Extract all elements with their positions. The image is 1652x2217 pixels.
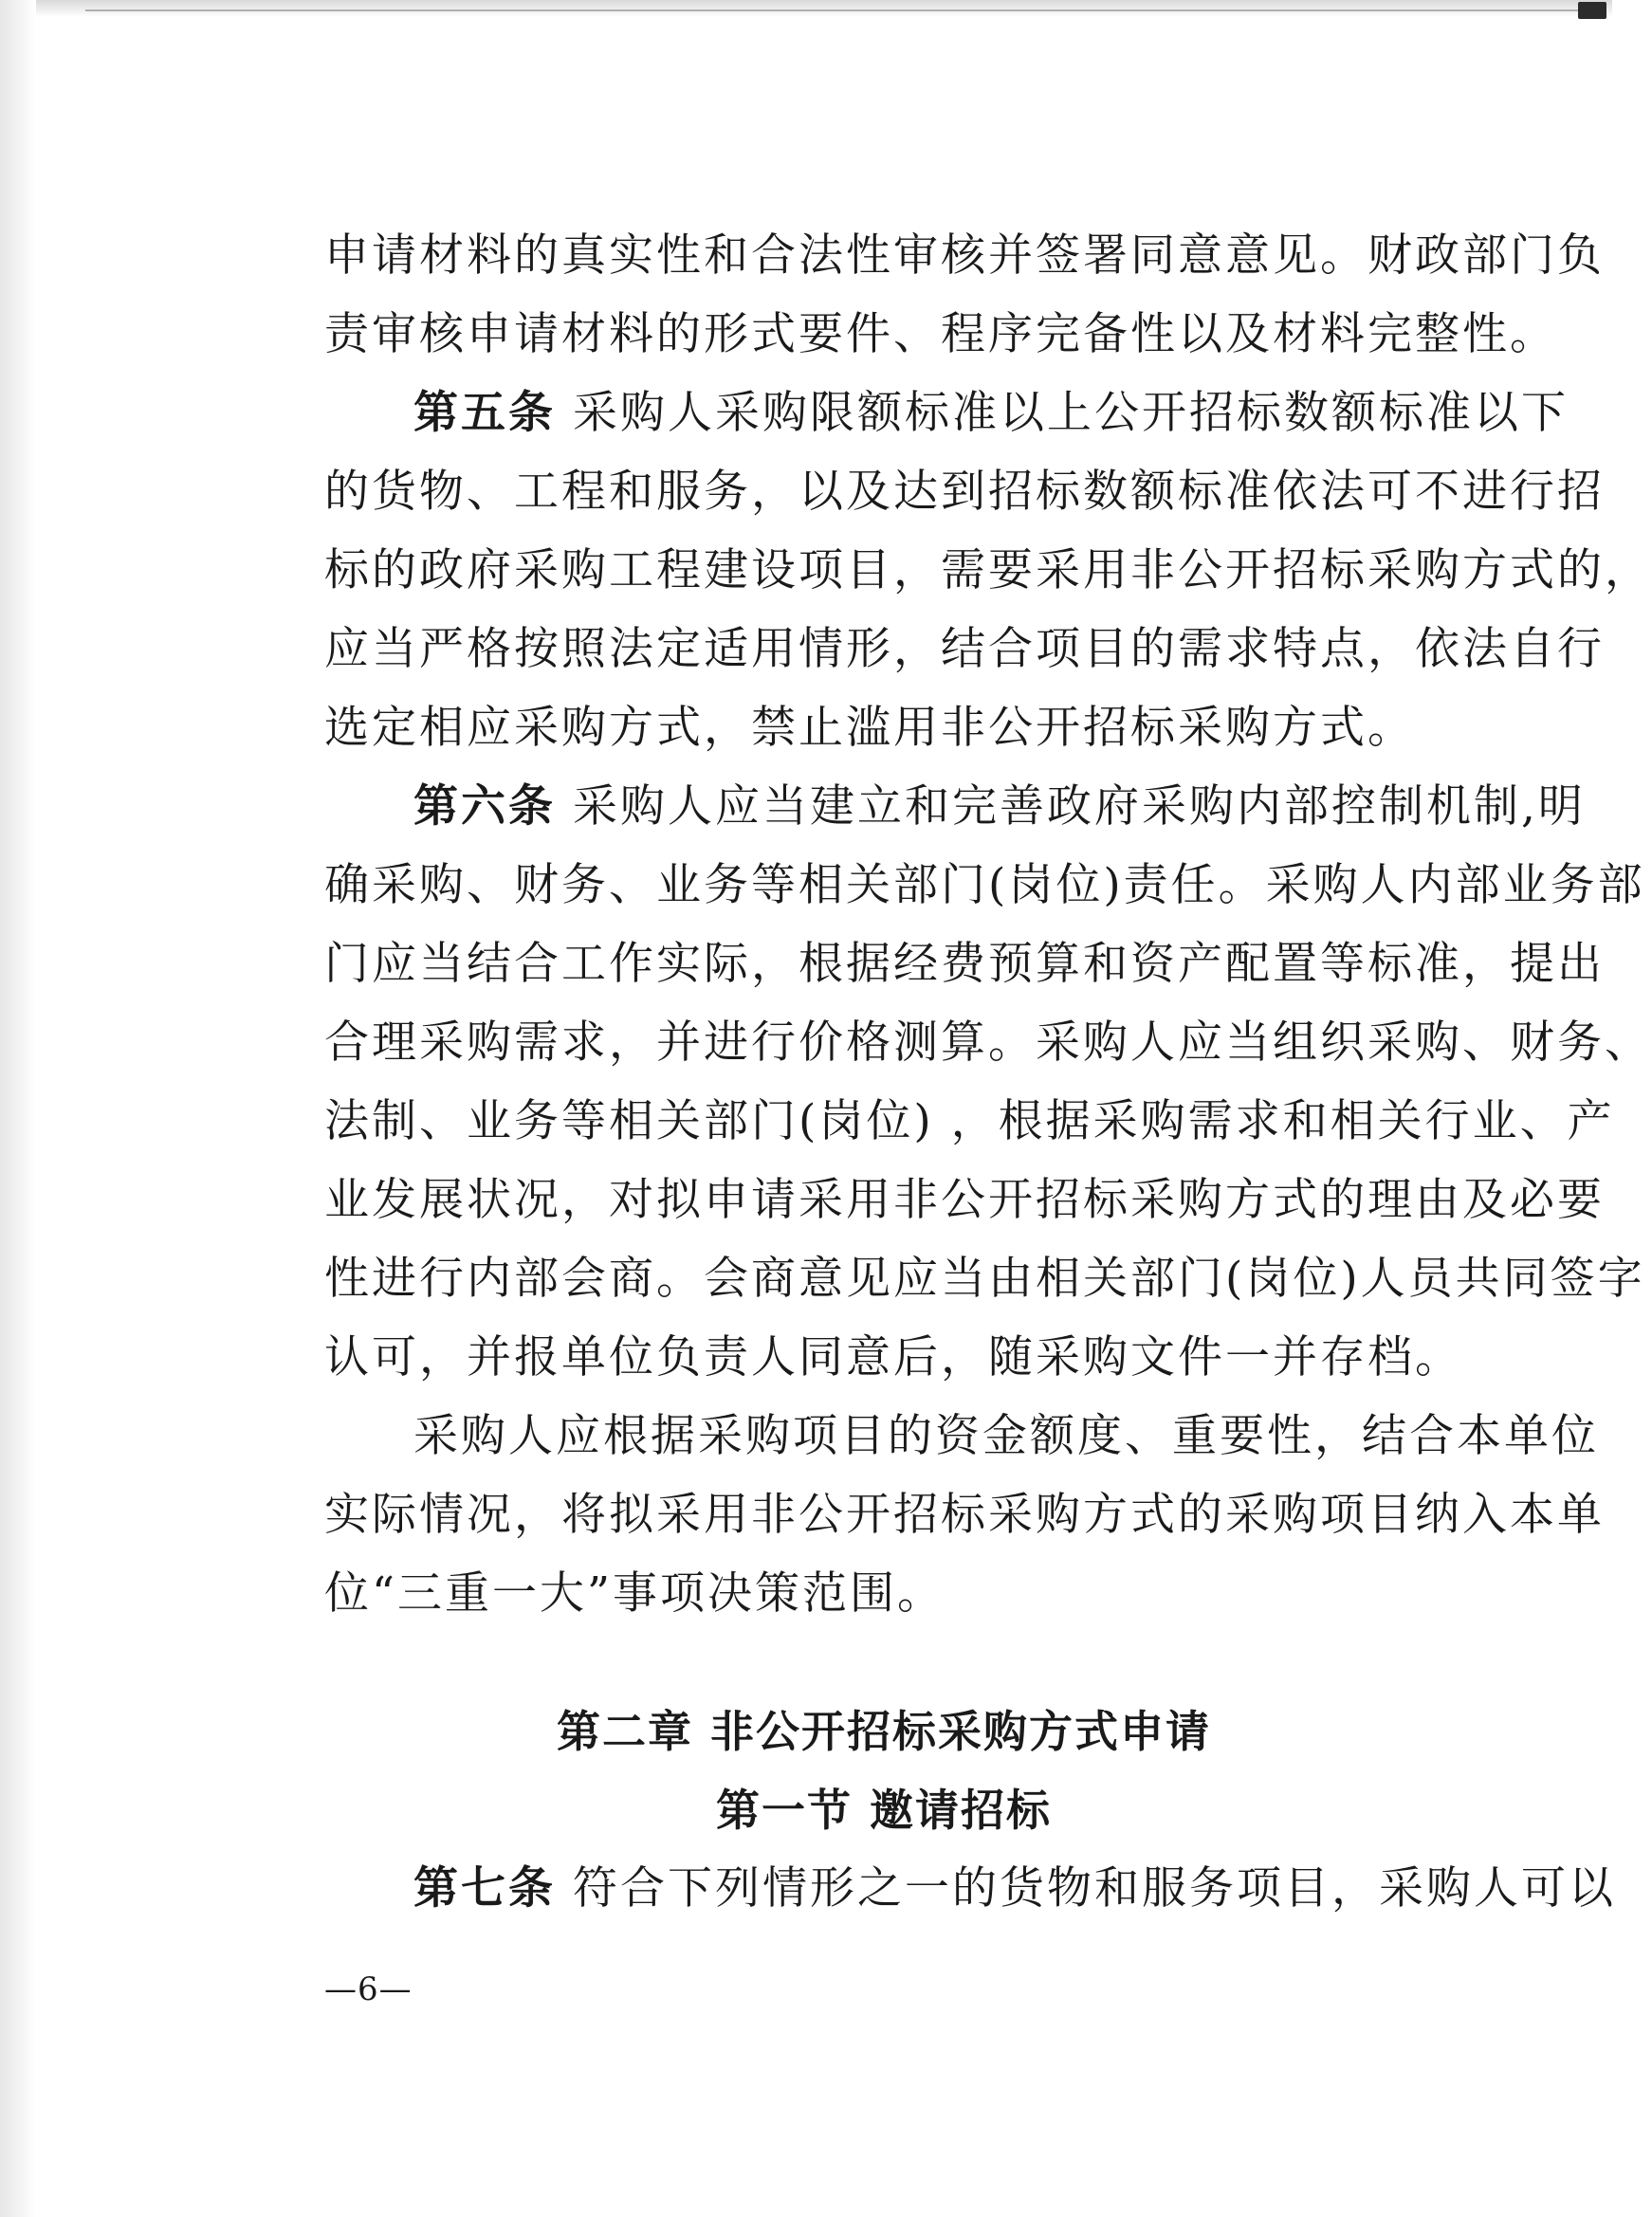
article-number: 第七条 <box>413 1862 556 1915</box>
article-number: 第六条 <box>413 780 556 833</box>
article-6-first-line <box>324 767 1586 846</box>
text-line: 确采购、财务、业务等相关部门(岗位)责任。采购人内部业务部 <box>324 859 1645 911</box>
article-5-first-line <box>324 374 1569 452</box>
text-span: 采购人采购限额标准以上公开招标数额标准以下 <box>572 387 1569 439</box>
text-line: 位“三重一大”事项决策范围。 <box>324 1567 945 1620</box>
text-line: 的货物、工程和服务，以及达到招标数额标准依法可不进行招 <box>324 466 1605 518</box>
text-line: 责审核申请材料的形式要件、程序完备性以及材料完整性。 <box>324 308 1557 360</box>
text-line: 申请材料的真实性和合法性审核并签署同意意见。财政部门负 <box>324 229 1605 282</box>
document-body <box>324 216 1652 1633</box>
text-line: 选定相应采购方式，禁止滥用非公开招标采购方式。 <box>324 702 1415 754</box>
chapter-heading: 第二章 非公开招标采购方式申请 <box>556 1706 1211 1757</box>
scan-edge-left <box>0 0 36 2217</box>
text-line: 门应当结合工作实际，根据经费预算和资产配置等标准，提出 <box>324 938 1605 990</box>
scan-corner-mark <box>1578 2 1606 19</box>
text-line: 应当严格按照法定适用情形，结合项目的需求特点，依法自行 <box>324 623 1605 675</box>
section-heading: 第一节 邀请招标 <box>715 1785 1052 1836</box>
scan-line <box>85 9 1593 11</box>
text-line: 业发展状况，对拟申请采用非公开招标采购方式的理由及必要 <box>324 1174 1605 1226</box>
text-line: 性进行内部会商。会商意见应当由相关部门(岗位)人员共同签字 <box>324 1253 1645 1305</box>
article-number: 第五条 <box>413 387 556 439</box>
text-line: 标的政府采购工程建设项目，需要采用非公开招标采购方式的， <box>324 544 1652 596</box>
article-7-first-line <box>324 1849 1616 1928</box>
text-line: 法制、业务等相关部门(岗位) ，根据采购需求和相关行业、产 <box>324 1095 1615 1147</box>
scan-edge-top <box>0 0 1612 17</box>
text-line: 实际情况，将拟采用非公开招标采购方式的采购项目纳入本单 <box>324 1489 1605 1541</box>
text-line: 合理采购需求，并进行价格测算。采购人应当组织采购、财务、 <box>324 1017 1652 1069</box>
article-7-block <box>324 1849 1616 1928</box>
text-line: 采购人应根据采购项目的资金额度、重要性，结合本单位 <box>413 1410 1599 1462</box>
text-span: 符合下列情形之一的货物和服务项目，采购人可以 <box>572 1862 1616 1915</box>
text-line: 认可，并报单位负责人同意后，随采购文件一并存档。 <box>324 1331 1462 1383</box>
page-number: —6— <box>324 1970 413 2008</box>
text-span: 采购人应当建立和完善政府采购内部控制机制,明 <box>572 780 1586 833</box>
